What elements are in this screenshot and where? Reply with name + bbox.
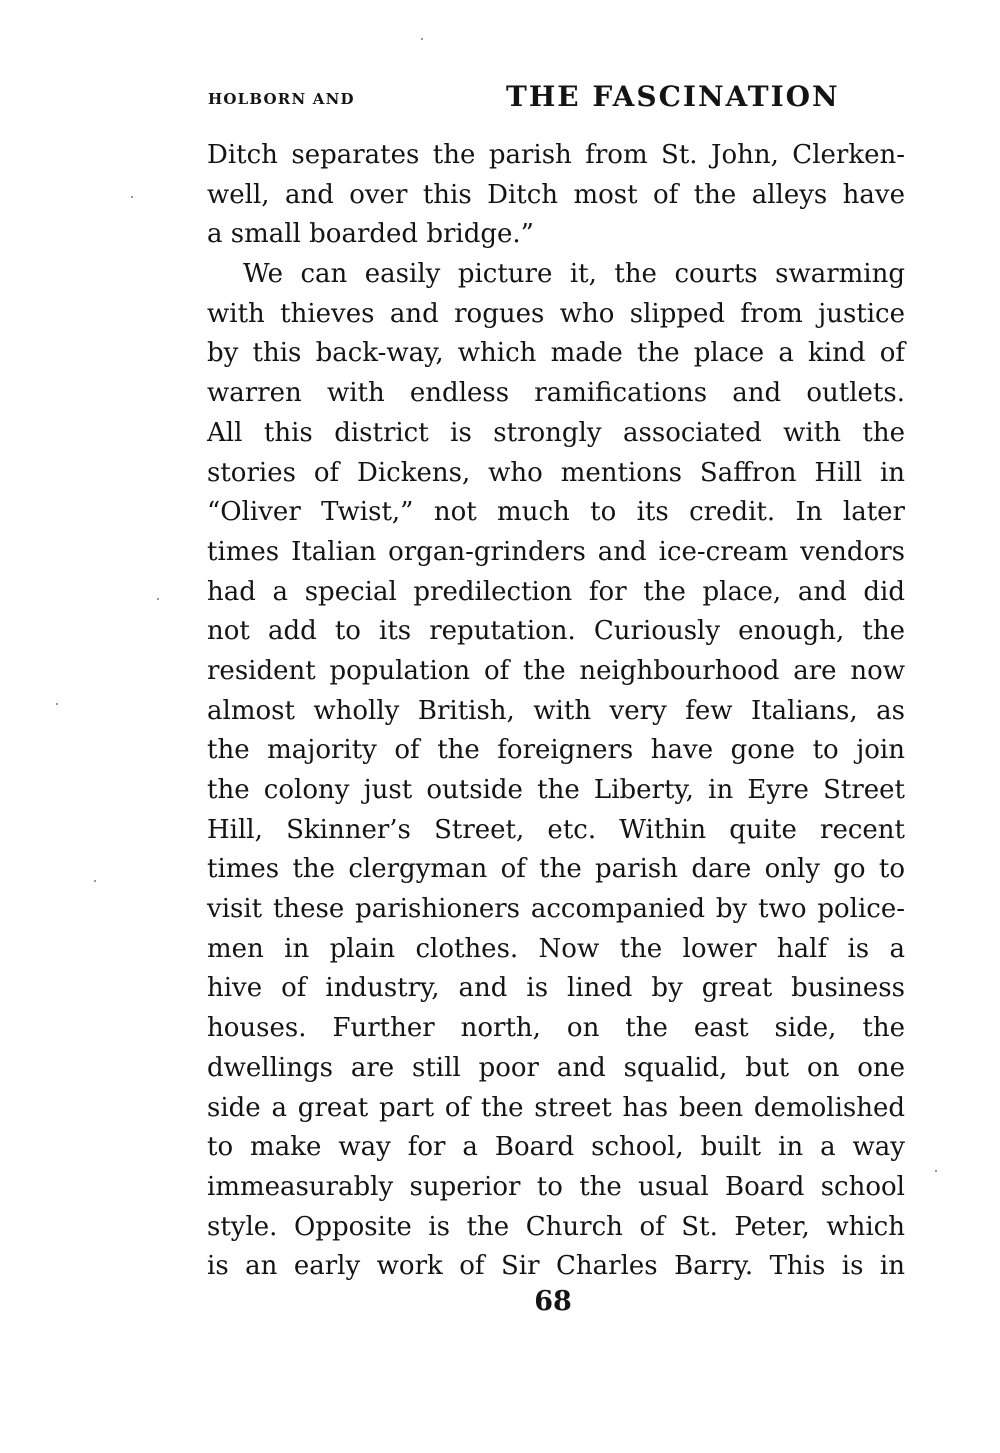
text-line: All this district is strongly associated with the — [207, 417, 905, 448]
text-line: houses. Further north, on the east side, the — [207, 1013, 905, 1044]
text-line: dwellings are still poor and squalid, but on one — [207, 1052, 905, 1083]
text-line: times the clergyman of the parish dare only go to — [207, 854, 905, 885]
running-head-title: THE FASCINATION — [506, 80, 840, 113]
text-line: side a great part of the street has been demolished — [207, 1092, 905, 1123]
body-text — [207, 136, 905, 1287]
text-line: warren with endless ramifications and outlets. — [207, 378, 905, 409]
text-line: well, and over this Ditch most of the alleys have — [207, 179, 905, 210]
scan-speck — [935, 1170, 937, 1172]
text-line: times Italian organ-grinders and ice-cream vendors — [207, 536, 905, 567]
text-line: almost wholly British, with very few Italians, as — [207, 695, 905, 726]
text-line: the majority of the foreigners have gone to join — [207, 735, 905, 766]
running-head — [208, 80, 872, 120]
text-line: is an early work of Sir Charles Barry. This is in — [207, 1251, 905, 1282]
text-line: with thieves and rogues who slipped from justice — [207, 298, 905, 329]
text-line: men in plain clothes. Now the lower half is a — [207, 933, 905, 964]
text-line: “Oliver Twist,” not much to its credit. In later — [207, 497, 905, 528]
text-line: stories of Dickens, who mentions Saffron Hill in — [207, 457, 905, 488]
page-number: 68 — [534, 1286, 572, 1317]
text-line: to make way for a Board school, built in a way — [207, 1132, 905, 1163]
text-line: visit these parishioners accompanied by two police- — [207, 894, 905, 925]
text-line: hive of industry, and is lined by great business — [207, 973, 905, 1004]
text-line: not add to its reputation. Curiously enough, the — [207, 616, 905, 647]
text-line: style. Opposite is the Church of St. Peter, which — [207, 1211, 905, 1242]
scan-speck — [94, 880, 96, 882]
text-line: immeasurably superior to the usual Board school — [207, 1171, 905, 1202]
text-line: had a special predilection for the place, and did — [207, 576, 905, 607]
scan-speck — [131, 196, 133, 198]
scan-speck — [56, 703, 58, 705]
text-line: resident population of the neighbourhood are now — [207, 655, 905, 686]
text-line: a small boarded bridge.” — [207, 219, 534, 250]
scan-speck — [157, 598, 159, 600]
scan-speck — [421, 38, 423, 40]
running-head-left: HOLBORN AND — [208, 90, 355, 108]
text-line: the colony just outside the Liberty, in Eyre Street — [207, 775, 905, 805]
text-line: We can easily picture it, the courts swarming — [243, 259, 905, 290]
text-line: Hill, Skinner’s Street, etc. Within quite recent — [207, 814, 905, 845]
text-line: Ditch separates the parish from St. John, Clerken- — [207, 140, 905, 170]
text-line: by this back-way, which made the place a kind of — [207, 338, 905, 369]
